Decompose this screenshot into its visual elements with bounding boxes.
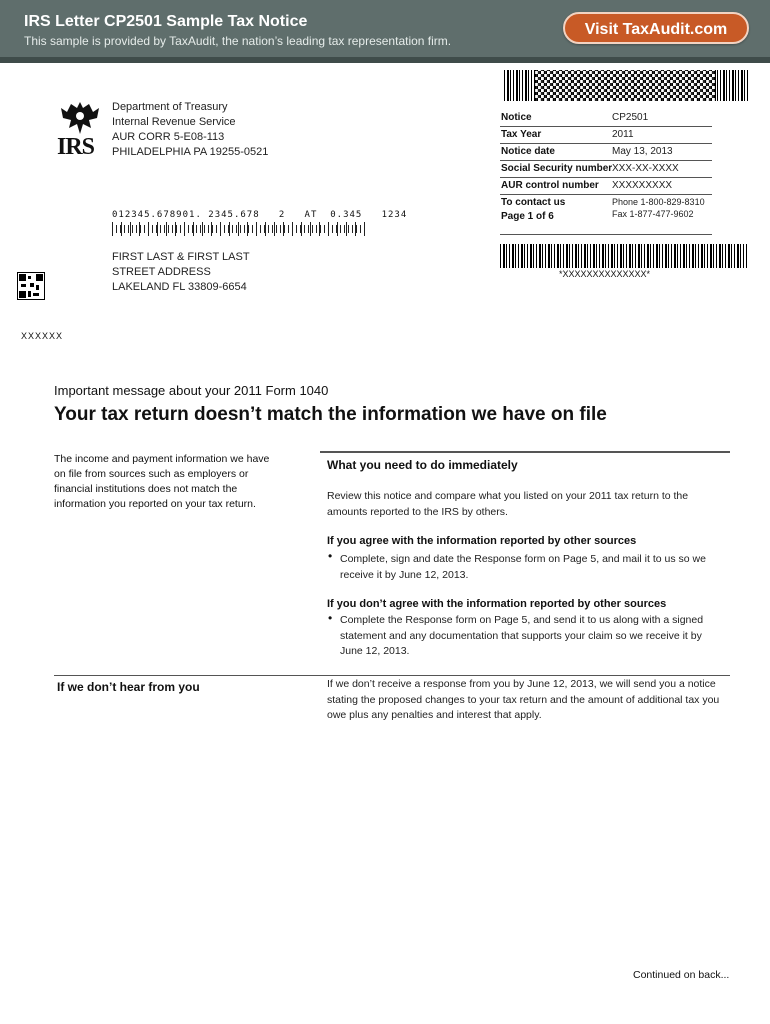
notice-info-table — [500, 110, 712, 224]
top-2d-code — [535, 70, 715, 101]
barcode-text: *XXXXXXXXXXXXXX* — [559, 269, 651, 279]
page-heading: Your tax return doesn’t match the information we have on file — [54, 404, 607, 425]
postal-barcode-tall — [112, 222, 366, 236]
aur-control-row: AUR control number XXXXXXXXX — [500, 178, 712, 195]
recipient-line: FIRST LAST & FIRST LAST — [112, 251, 250, 263]
agree-bullet-text: Complete, sign and date the Response form on Page 5, and mail it to us so we receive it by June 12, 2013. — [340, 553, 706, 581]
contact-rule — [500, 234, 712, 235]
intro-paragraph: The income and payment information we have on file from sources such as employers or financial institutions does not match the information you reported on your tax return. — [54, 453, 270, 510]
bullet-icon: • — [328, 549, 333, 563]
banner-subtitle: This sample is provided by TaxAudit, the nation’s leading tax representation firm. — [24, 34, 452, 48]
postal-code-line: 012345.678901. 2345.678 2 AT 0.345 1234 — [112, 210, 408, 220]
side-code: XXXXXX — [21, 331, 64, 341]
disagree-bullet-text: Complete the Response form on Page 5, and send it to us along with a signed statement and any documentation that supports your claim so we receive it by June 12, 2013. — [340, 614, 704, 657]
banner-stripe — [0, 57, 770, 63]
tax-year-row: Tax Year 2011 — [500, 127, 712, 144]
ssn-row: Social Security number XXX-XX-XXXX — [500, 161, 712, 178]
recipient-address — [112, 250, 250, 295]
notice-row: Notice CP2501 — [500, 110, 712, 127]
banner-title: IRS Letter CP2501 Sample Tax Notice — [24, 13, 308, 30]
need-to-do-paragraph: Review this notice and compare what you listed on your 2011 tax return to the amounts reported to the IRS by others. — [327, 490, 689, 518]
right-barcode — [500, 244, 747, 268]
notice-date-row: Notice date May 13, 2013 — [500, 144, 712, 161]
sender-address — [112, 100, 268, 160]
bullet-icon: • — [328, 611, 333, 625]
continued-note: Continued on back... — [633, 969, 730, 981]
divider — [54, 675, 730, 676]
sender-line: Department of Treasury — [112, 101, 228, 113]
agree-title: If you agree with the information reported by other sources — [327, 535, 637, 547]
recipient-line: STREET ADDRESS — [112, 266, 211, 278]
contact-row: To contact us Phone 1-800-829-8310 Fax 1-877-477-9602 — [501, 197, 705, 219]
qr-code-icon — [17, 272, 45, 300]
irs-logo-text: IRS — [57, 134, 95, 160]
recipient-line: LAKELAND FL 33809-6654 — [112, 281, 247, 293]
hear-from-you-paragraph: If we don’t receive a response from you by June 12, 2013, we will send you a notice stating the proposed changes to your tax return and the amount of additional tax you owe plus any penalties and interest that apply. — [327, 678, 720, 721]
important-message: Important message about your 2011 Form 1040 — [54, 383, 329, 398]
disagree-title: If you don’t agree with the information reported by other sources — [327, 598, 667, 610]
section-rule — [320, 451, 730, 453]
visit-taxaudit-button[interactable]: Visit TaxAudit.com — [563, 12, 749, 44]
sender-line: AUR CORR 5-E08-113 — [112, 131, 225, 143]
sender-line: PHILADELPHIA PA 19255-0521 — [112, 146, 269, 158]
page-number: Page 1 of 6 — [501, 211, 554, 222]
sender-line: Internal Revenue Service — [112, 116, 236, 128]
irs-eagle-logo-icon — [57, 98, 103, 160]
hear-from-you-title: If we don’t hear from you — [57, 680, 200, 694]
need-to-do-title: What you need to do immediately — [327, 458, 518, 472]
